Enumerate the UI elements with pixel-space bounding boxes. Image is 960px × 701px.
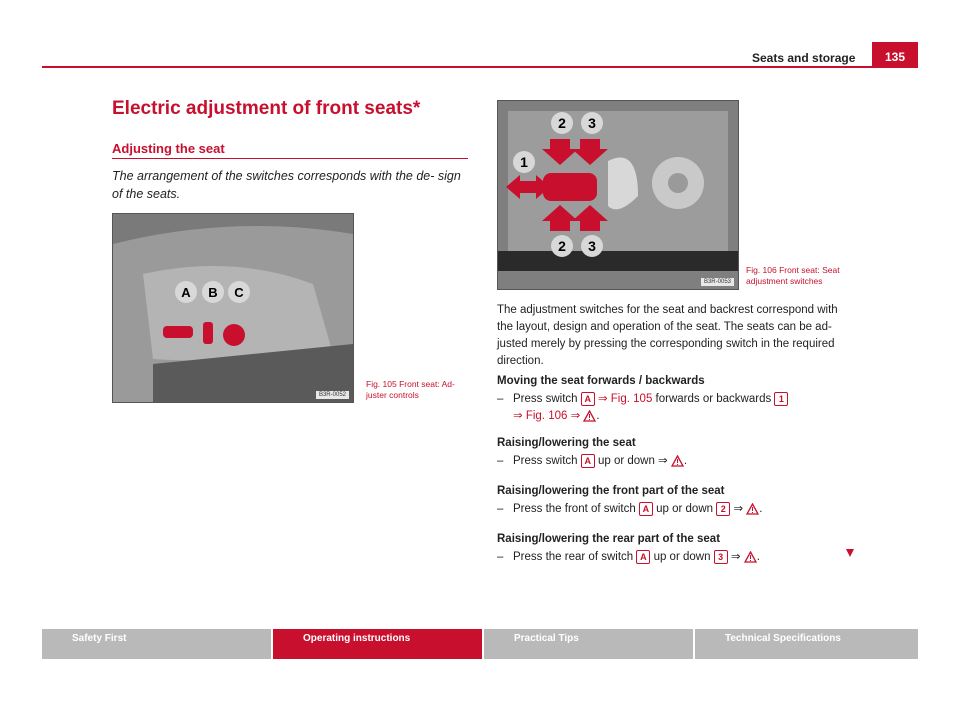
key-badge: A	[636, 550, 650, 564]
body-paragraph: The adjustment switches for the seat and backrest correspond with the layout, design and operation of the seat. The seats can be ad- justed merely by pressing the corresponding switch in the required direction.	[497, 304, 838, 367]
instruction-step: – Press switch A up or down ⇒ .	[497, 453, 857, 470]
label-a: A	[181, 285, 191, 300]
warning-icon	[744, 551, 757, 563]
subsection-rule	[112, 158, 468, 159]
subsection-title: Adjusting the seat	[112, 141, 225, 156]
seat-illustration-105	[113, 214, 353, 402]
dash: –	[497, 393, 504, 405]
step-text: Press the rear of switch	[513, 551, 634, 563]
continue-arrow-icon	[845, 548, 855, 558]
warning-icon	[746, 503, 759, 515]
warning-icon	[671, 455, 684, 467]
label-2-top: 2	[558, 115, 566, 131]
key-badge: 1	[774, 392, 788, 406]
label-2-bottom: 2	[558, 238, 566, 254]
step-text: up or down	[656, 503, 714, 515]
dash: –	[497, 455, 504, 467]
label-3-top: 3	[588, 115, 596, 131]
instruction-heading: Raising/lowering the seat	[497, 437, 636, 449]
step-text: up or down	[653, 551, 711, 563]
footer-tab-practical-tips[interactable]: Practical Tips	[484, 629, 693, 659]
figure-105-caption: Fig. 105 Front seat: Ad- juster controls	[366, 379, 455, 400]
key-badge: 2	[716, 502, 730, 516]
switch-main	[543, 173, 597, 201]
step-text: Press the front of switch	[513, 503, 636, 515]
label-1: 1	[520, 154, 528, 170]
instruction-step: – Press the front of switch A up or down 2 ⇒ .	[497, 501, 857, 518]
instruction-block-4	[497, 533, 857, 566]
figure-106-caption: Fig. 106 Front seat: Seat adjustment switches	[746, 265, 840, 286]
footer-tab-operating-instructions[interactable]: Operating instructions	[273, 629, 482, 659]
intro-text: The arrangement of the switches corresponds with the de- sign of the seats.	[112, 169, 461, 201]
dash: –	[497, 503, 504, 515]
figure-code: B3R-0052	[316, 391, 349, 399]
instruction-block-2	[497, 437, 857, 470]
figure-105	[112, 213, 354, 403]
key-badge: A	[581, 454, 595, 468]
label-b: B	[208, 285, 218, 300]
instruction-block-1	[497, 375, 857, 425]
label-c: C	[234, 285, 244, 300]
instruction-step: – Press the rear of switch A up or down 3 ⇒ .	[497, 549, 857, 566]
figure-106	[497, 100, 739, 290]
switch-b	[203, 322, 213, 344]
step-text: forwards or backwards	[655, 393, 772, 405]
step-text: up or down ⇒	[597, 455, 668, 467]
step-text: Press switch	[513, 393, 578, 405]
dash: –	[497, 551, 504, 563]
figure-reference[interactable]: ⇒ Fig. 106 ⇒	[513, 410, 581, 422]
switch-c	[223, 324, 245, 346]
instruction-step: – Press switch A ⇒ Fig. 105 forwards or backwards 1 ⇒ Fig. 106 ⇒ .	[497, 391, 857, 425]
running-header: Seats and storage	[752, 51, 856, 65]
footer-tab-technical-specifications[interactable]: Technical Specifications	[695, 629, 918, 659]
key-badge: 3	[714, 550, 728, 564]
switch-a	[163, 326, 193, 338]
step-text: ⇒	[733, 503, 744, 515]
step-text: ⇒	[730, 551, 741, 563]
instruction-heading: Raising/lowering the rear part of the seat	[497, 533, 721, 545]
page-number: 135	[872, 42, 918, 68]
switch-illustration-106	[498, 101, 738, 289]
step-text: Press switch	[513, 455, 578, 467]
instruction-heading: Moving the seat forwards / backwards	[497, 375, 705, 387]
header-rule	[42, 66, 918, 68]
key-badge: A	[639, 502, 653, 516]
warning-icon	[583, 410, 596, 422]
instruction-heading: Raising/lowering the front part of the seat	[497, 485, 725, 497]
label-3-bottom: 3	[588, 238, 596, 254]
figure-reference[interactable]: ⇒ Fig. 105	[597, 393, 653, 405]
instruction-block-3	[497, 485, 857, 518]
section-title: Electric adjustment of front seats*	[112, 98, 421, 119]
figure-code: B3R-0053	[701, 278, 734, 286]
key-badge: A	[581, 392, 595, 406]
footer-tab-safety-first[interactable]: Safety First	[42, 629, 271, 659]
